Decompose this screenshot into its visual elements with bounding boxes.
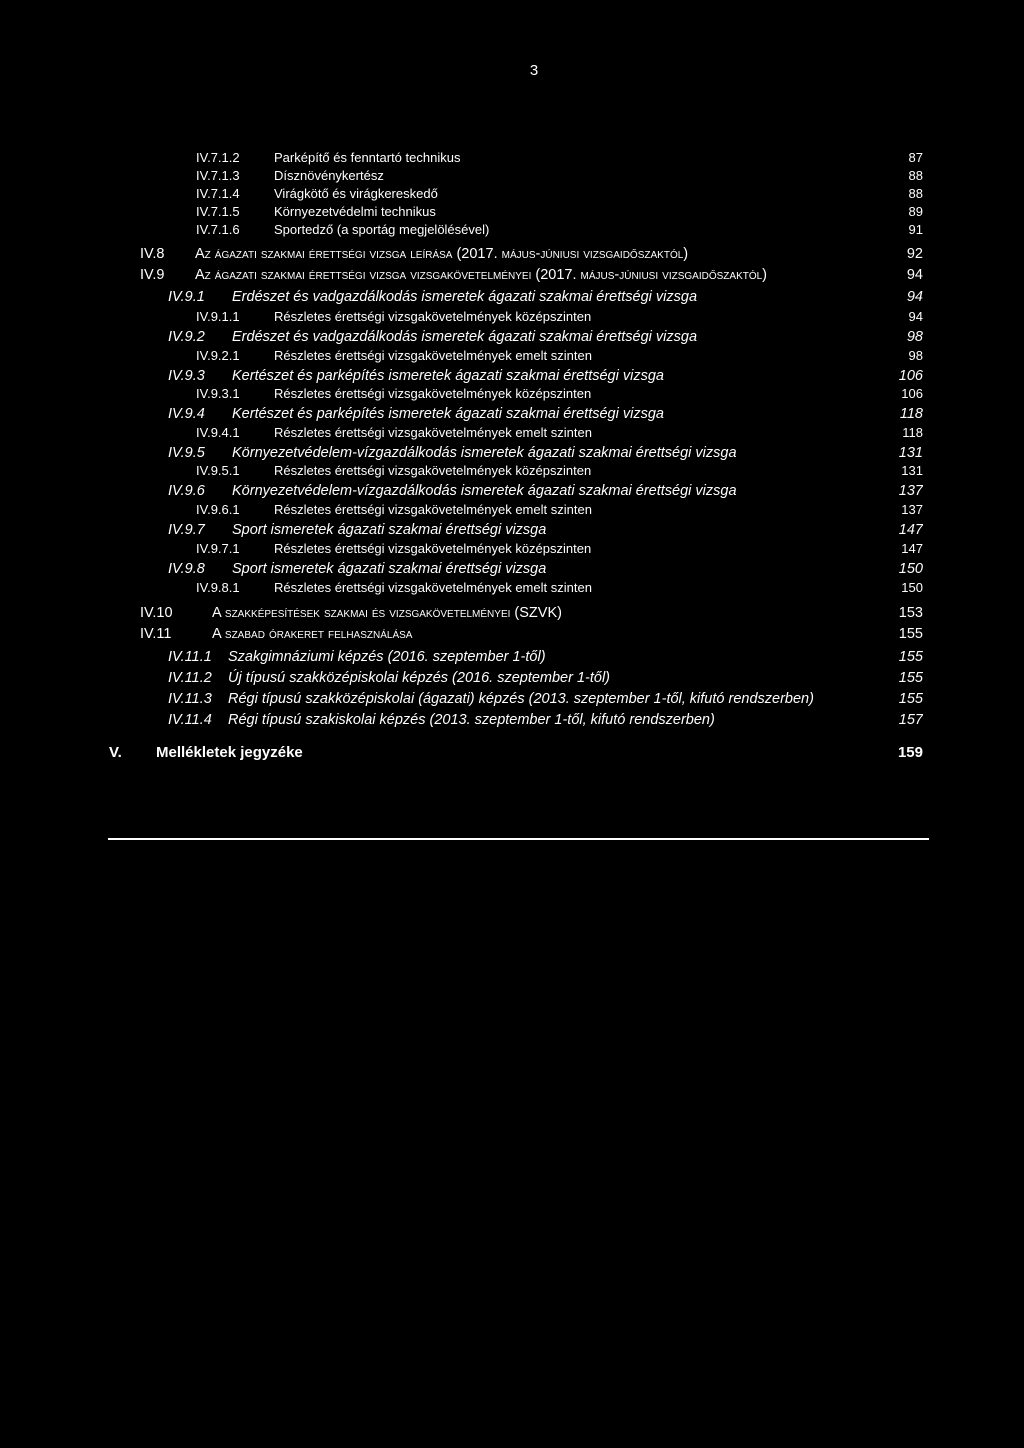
toc-entry-page: 89 [908,204,923,219]
toc-entry-number: IV.9.1 [168,289,205,305]
toc-entry-page: 88 [908,186,923,201]
toc-entry[interactable] [168,287,923,307]
toc-entry[interactable] [196,501,923,519]
toc-entry-number: IV.9.6 [168,483,205,499]
toc-entry-page: 137 [898,483,923,499]
toc-entry-number: IV.7.1.6 [196,222,240,237]
toc-entry[interactable] [140,603,923,623]
toc-entry-title: Az ágazati szakmai érettségi vizsga leírása (2017. május-júniusi vizsgaidőszaktól) [195,246,689,262]
toc-entry-number: IV.9.3 [168,368,205,384]
toc-entry-number: IV.9.5.1 [196,463,240,478]
toc-entry-number: IV.10 [140,605,173,621]
toc-entry-number: IV.9.2 [168,329,205,345]
toc-entry[interactable] [196,385,923,403]
toc-entry-title: Sport ismeretek ágazati szakmai érettségi vizsga [232,561,547,577]
toc-entry-page: 118 [899,406,923,422]
toc-entry[interactable] [168,366,923,386]
toc-entry[interactable] [140,624,923,644]
toc-entry-title: A szakképesítések szakmai és vizsgakövetelményei (SZVK) [212,605,562,621]
toc-entry-title: Részletes érettségi vizsgakövetelmények emelt szinten [274,425,592,440]
toc-entry-page: 118 [902,425,923,440]
toc-entry[interactable] [196,424,923,442]
toc-entry-title: Kertészet és parképítés ismeretek ágazati szakmai érettségi vizsga [232,368,664,384]
toc-entry-page: 155 [898,670,923,686]
toc-entry[interactable] [168,481,923,501]
toc-entry-title: Szakgimnáziumi képzés (2016. szeptember 1-től) [228,649,546,665]
toc-entry-page: 131 [901,463,923,478]
toc-entry[interactable] [109,742,923,764]
toc-entry-number: IV.9.5 [168,445,205,461]
toc-entry-number: IV.9.7 [168,522,205,538]
toc-entry-page: 91 [908,222,923,237]
page-number: 3 [529,62,539,79]
toc-entry[interactable] [168,404,923,424]
toc-entry-number: IV.11.4 [168,712,212,728]
toc-entry[interactable] [196,540,923,558]
toc-entry-number: IV.9.1.1 [196,309,240,324]
toc-entry[interactable] [168,327,923,347]
toc-entry-number: IV.7.1.2 [196,150,240,165]
toc-entry-page: 88 [908,168,923,183]
toc-entry-page: 106 [898,368,923,384]
toc-entry[interactable] [168,668,923,688]
toc-entry-page: 94 [906,267,923,283]
toc-entry-number: IV.11.1 [168,649,212,665]
toc-entry[interactable] [196,149,923,167]
toc-entry-number: IV.9 [140,267,165,283]
toc-entry-number: IV.9.6.1 [196,502,240,517]
toc-entry-title: Környezetvédelem-vízgazdálkodás ismeretek ágazati szakmai érettségi vizsga [232,483,737,499]
toc-entry-number: IV.9.8 [168,561,205,577]
toc-entry-page: 94 [908,309,923,324]
toc-entry-title: Az ágazati szakmai érettségi vizsga vizsgakövetelményei (2017. május-júniusi vizsgaidőszaktól) [195,267,768,283]
toc-entry-number: IV.7.1.4 [196,186,240,201]
toc-entry[interactable] [196,185,923,203]
toc-entry-page: 131 [898,445,923,461]
toc-entry[interactable] [196,167,923,185]
toc-entry-number: IV.7.1.3 [196,168,240,183]
toc-entry[interactable] [196,203,923,221]
toc-entry[interactable] [196,579,923,597]
toc-entry-title: Új típusú szakközépiskolai képzés (2016. szeptember 1-től) [228,670,611,686]
toc-entry-page: 150 [901,580,923,595]
toc-entry[interactable] [168,647,923,667]
toc-entry-page: 147 [901,541,923,556]
toc-entry-page: 147 [898,522,923,538]
toc-entry[interactable] [196,221,923,239]
toc-entry-title: Környezetvédelmi technikus [274,204,436,219]
toc-entry-title: Dísznövénykertész [274,168,384,183]
toc-entry-number: IV.9.8.1 [196,580,240,595]
toc-entry-page: 87 [908,150,923,165]
horizontal-rule [108,838,929,840]
toc-entry-title: Sportedző (a sportág megjelölésével) [274,222,490,237]
toc-entry[interactable] [140,244,923,264]
toc-entry-title: Részletes érettségi vizsgakövetelmények középszinten [274,463,592,478]
toc-entry-page: 92 [906,246,923,262]
toc-entry-title: Részletes érettségi vizsgakövetelmények középszinten [274,541,592,556]
toc-entry[interactable] [168,520,923,540]
toc-entry-title: Kertészet és parképítés ismeretek ágazati szakmai érettségi vizsga [232,406,664,422]
toc-entry-page: 150 [898,561,923,577]
toc-entry-title: Mellékletek jegyzéke [156,744,303,761]
toc-entry-title: Régi típusú szakközépiskolai (ágazati) képzés (2013. szeptember 1-től, kifutó rendszerben) [228,691,814,707]
toc-entry-number: IV.9.3.1 [196,386,240,401]
toc-entry[interactable] [196,462,923,480]
toc-entry-page: 98 [906,329,923,345]
toc-entry-title: A szabad órakeret felhasználása [212,626,413,642]
toc-entry-title: Erdészet és vadgazdálkodás ismeretek ágazati szakmai érettségi vizsga [232,329,698,345]
toc-entry-number: IV.9.4.1 [196,425,240,440]
toc-entry-number: IV.7.1.5 [196,204,240,219]
toc-entry[interactable] [168,689,923,709]
toc-entry-title: Parképítő és fenntartó technikus [274,150,461,165]
toc-entry-page: 137 [901,502,923,517]
toc-entry[interactable] [196,347,923,365]
toc-entry-title: Erdészet és vadgazdálkodás ismeretek ágazati szakmai érettségi vizsga [232,289,698,305]
toc-entry-number: IV.11 [140,626,172,642]
toc-entry-page: 153 [898,605,923,621]
toc-entry-page: 155 [898,626,923,642]
toc-entry[interactable] [196,308,923,326]
toc-entry[interactable] [168,710,923,730]
toc-entry-page: 157 [898,712,923,728]
toc-entry-number: IV.9.2.1 [196,348,240,363]
toc-entry-title: Részletes érettségi vizsgakövetelmények emelt szinten [274,502,592,517]
toc-entry-title: Részletes érettségi vizsgakövetelmények emelt szinten [274,348,592,363]
toc-entry[interactable] [168,443,923,463]
toc-entry-title: Virágkötő és virágkereskedő [274,186,438,201]
toc-entry[interactable] [168,559,923,579]
toc-entry-title: Régi típusú szakiskolai képzés (2013. szeptember 1-től, kifutó rendszerben) [228,712,715,728]
toc-entry-page: 155 [898,691,923,707]
toc-entry-page: 155 [898,649,923,665]
toc-entry-number: V. [109,744,122,761]
toc-entry-title: Részletes érettségi vizsgakövetelmények középszinten [274,309,592,324]
toc-entry-page: 94 [906,289,923,305]
toc-entry-title: Részletes érettségi vizsgakövetelmények emelt szinten [274,580,592,595]
toc-entry-page: 159 [897,744,923,761]
toc-entry-number: IV.9.7.1 [196,541,240,556]
toc-entry-title: Sport ismeretek ágazati szakmai érettségi vizsga [232,522,547,538]
toc-entry-page: 98 [908,348,923,363]
toc-entry-number: IV.9.4 [168,406,205,422]
toc-entry-number: IV.8 [140,246,165,262]
toc-entry[interactable] [140,265,923,285]
toc-entry-title: Környezetvédelem-vízgazdálkodás ismeretek ágazati szakmai érettségi vizsga [232,445,737,461]
toc-entry-number: IV.11.2 [168,670,212,686]
toc-entry-number: IV.11.3 [168,691,212,707]
toc-entry-title: Részletes érettségi vizsgakövetelmények középszinten [274,386,592,401]
toc-entry-page: 106 [901,386,923,401]
